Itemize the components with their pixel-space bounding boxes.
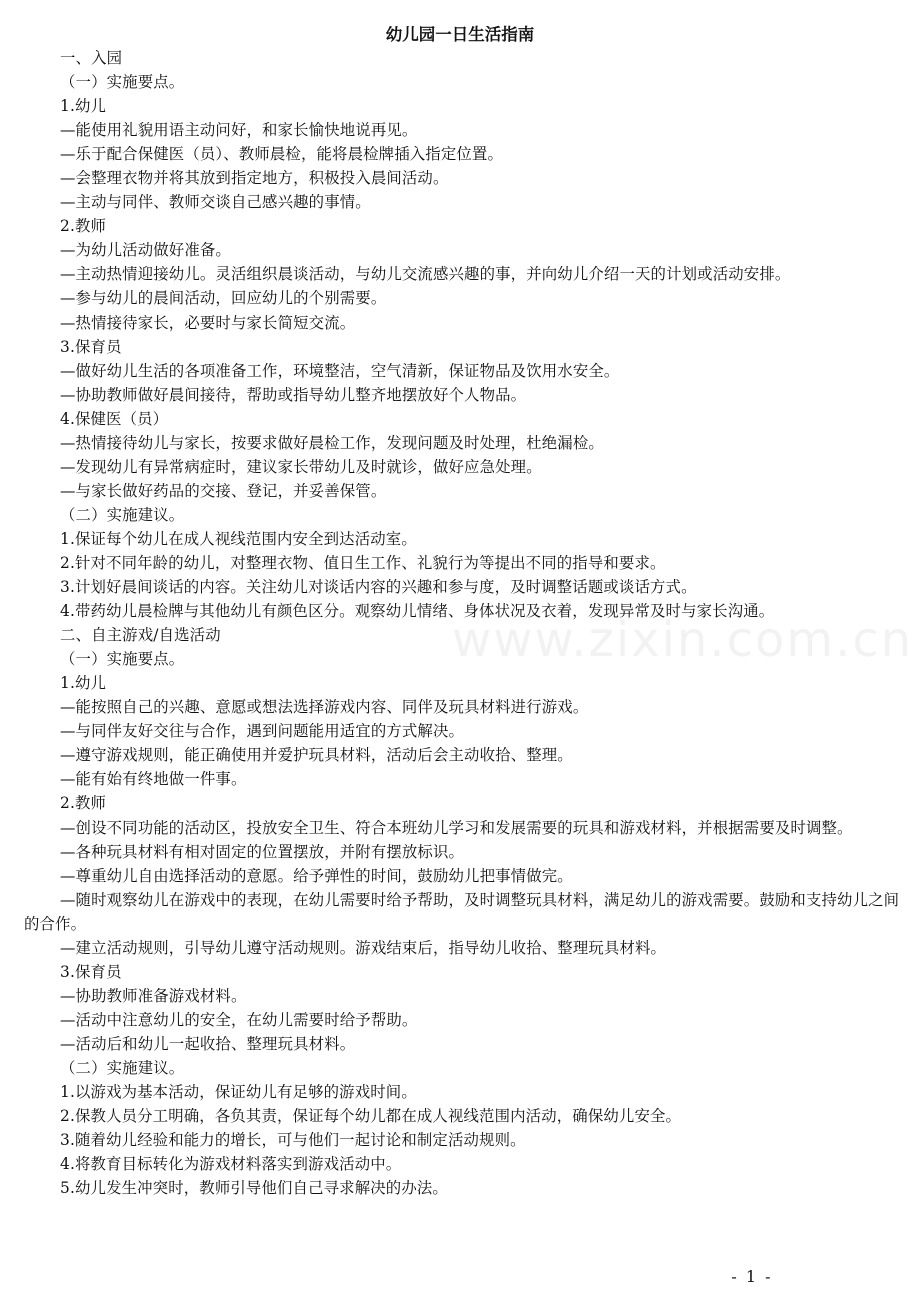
paragraph-line: 5.幼儿发生冲突时，教师引导他们自己寻求解决的办法。 [60, 1179, 448, 1198]
paragraph-line: —尊重幼儿自由选择活动的意愿。给予弹性的时间，鼓励幼儿把事情做完。 [60, 866, 573, 885]
paragraph-line: —发现幼儿有异常病症时，建议家长带幼儿及时就诊，做好应急处理。 [60, 457, 542, 476]
paragraph-line: —能有始有终地做一件事。 [60, 770, 247, 789]
paragraph-line: 4.保健医（员） [60, 409, 169, 428]
paragraph-line: —能使用礼貌用语主动问好，和家长愉快地说再见。 [60, 121, 418, 140]
paragraph-line: 2.教师 [60, 217, 107, 236]
document-body [24, 46, 904, 1200]
paragraph-line: —各种玩具材料有相对固定的位置摆放，并附有摆放标识。 [60, 842, 465, 861]
paragraph-line: —与家长做好药品的交接、登记，并妥善保管。 [60, 481, 387, 500]
paragraph-line: 一、入园 [60, 49, 123, 67]
paragraph-line: 1.保证每个幼儿在成人视线范围内安全到达活动室。 [60, 529, 417, 548]
paragraph-line: —乐于配合保健医（员）、教师晨检，能将晨检牌插入指定位置。 [60, 145, 503, 164]
paragraph-line: （二）实施建议。 [60, 1058, 185, 1077]
paragraph-line: —协助教师准备游戏材料。 [60, 986, 247, 1005]
paragraph-line: 2.保教人员分工明确，各负其责，保证每个幼儿都在成人视线范围内活动，确保幼儿安全。 [60, 1107, 682, 1126]
watermark: www.zixin.com.cn [452, 612, 914, 668]
paragraph-line: —主动热情迎接幼儿。灵活组织晨谈活动，与幼儿交流感兴趣的事，并向幼儿介绍一天的计划或活动安排。 [60, 265, 791, 284]
paragraph-line: —活动中注意幼儿的安全，在幼儿需要时给予帮助。 [60, 1010, 418, 1029]
paragraph-line: —随时观察幼儿在游戏中的表现，在幼儿需要时给予帮助，及时调整玩具材料，满足幼儿的游戏需要。鼓励和支持幼儿之间的合作。 [24, 890, 900, 933]
paragraph-line: —主动与同伴、教师交谈自己感兴趣的事情。 [60, 193, 371, 212]
paragraph-line: 3.随着幼儿经验和能力的增长，可与他们一起讨论和制定活动规则。 [60, 1131, 526, 1150]
paragraph-line: —能按照自己的兴趣、意愿或想法选择游戏内容、同伴及玩具材料进行游戏。 [60, 698, 589, 717]
paragraph-line: （一）实施要点。 [60, 73, 185, 92]
paragraph-line: —协助教师做好晨间接待，帮助或指导幼儿整齐地摆放好个人物品。 [60, 385, 527, 404]
paragraph-line: 4.带药幼儿晨检牌与其他幼儿有颜色区分。观察幼儿情绪、身体状况及衣着，发现异常及时与家长沟通。 [60, 602, 775, 621]
page-title: 幼儿园一日生活指南 [385, 25, 535, 44]
paragraph-line: —热情接待幼儿与家长，按要求做好晨检工作，发现问题及时处理，杜绝漏检。 [60, 433, 604, 452]
page-number: - 1 - [731, 1267, 773, 1286]
paragraph-line: —会整理衣物并将其放到指定地方，积极投入晨间活动。 [60, 169, 449, 188]
paragraph-line: 4.将教育目标转化为游戏材料落实到游戏活动中。 [60, 1155, 402, 1174]
paragraph-line: —创设不同功能的活动区，投放安全卫生、符合本班幼儿学习和发展需要的玩具和游戏材料，并根据需要及时调整。 [60, 818, 853, 837]
paragraph-line: （二）实施建议。 [60, 505, 185, 524]
paragraph-line: 1.幼儿 [60, 674, 107, 693]
paragraph-line: 2.教师 [60, 794, 107, 813]
paragraph-line: —为幼儿活动做好准备。 [60, 241, 231, 260]
paragraph-line: —热情接待家长，必要时与家长简短交流。 [60, 313, 356, 332]
paragraph-line: 1.以游戏为基本活动，保证幼儿有足够的游戏时间。 [60, 1083, 417, 1102]
paragraph-line: 3.计划好晨间谈话的内容。关注幼儿对谈话内容的兴趣和参与度，及时调整话题或谈话方式。 [60, 578, 697, 597]
paragraph-line: 二、自主游戏/自选活动 [60, 626, 221, 645]
paragraph-line: —建立活动规则，引导幼儿遵守活动规则。游戏结束后，指导幼儿收拾、整理玩具材料。 [60, 938, 667, 957]
paragraph-line: —遵守游戏规则，能正确使用并爱护玩具材料，活动后会主动收拾、整理。 [60, 746, 573, 765]
paragraph-line: —做好幼儿生活的各项准备工作，环境整洁，空气清新，保证物品及饮用水安全。 [60, 361, 620, 380]
paragraph-line: —活动后和幼儿一起收拾、整理玩具材料。 [60, 1034, 356, 1053]
paragraph-line: —与同伴友好交往与合作，遇到问题能用适宜的方式解决。 [60, 722, 465, 741]
paragraph-line: 3.保育员 [60, 337, 122, 356]
paragraph-line: 3.保育员 [60, 962, 122, 981]
paragraph-line: 2.针对不同年龄的幼儿，对整理衣物、值日生工作、礼貌行为等提出不同的指导和要求。 [60, 553, 666, 572]
paragraph-line: （一）实施要点。 [60, 650, 185, 669]
paragraph-line: —参与幼儿的晨间活动，回应幼儿的个别需要。 [60, 289, 387, 308]
paragraph-line: 1.幼儿 [60, 97, 107, 116]
